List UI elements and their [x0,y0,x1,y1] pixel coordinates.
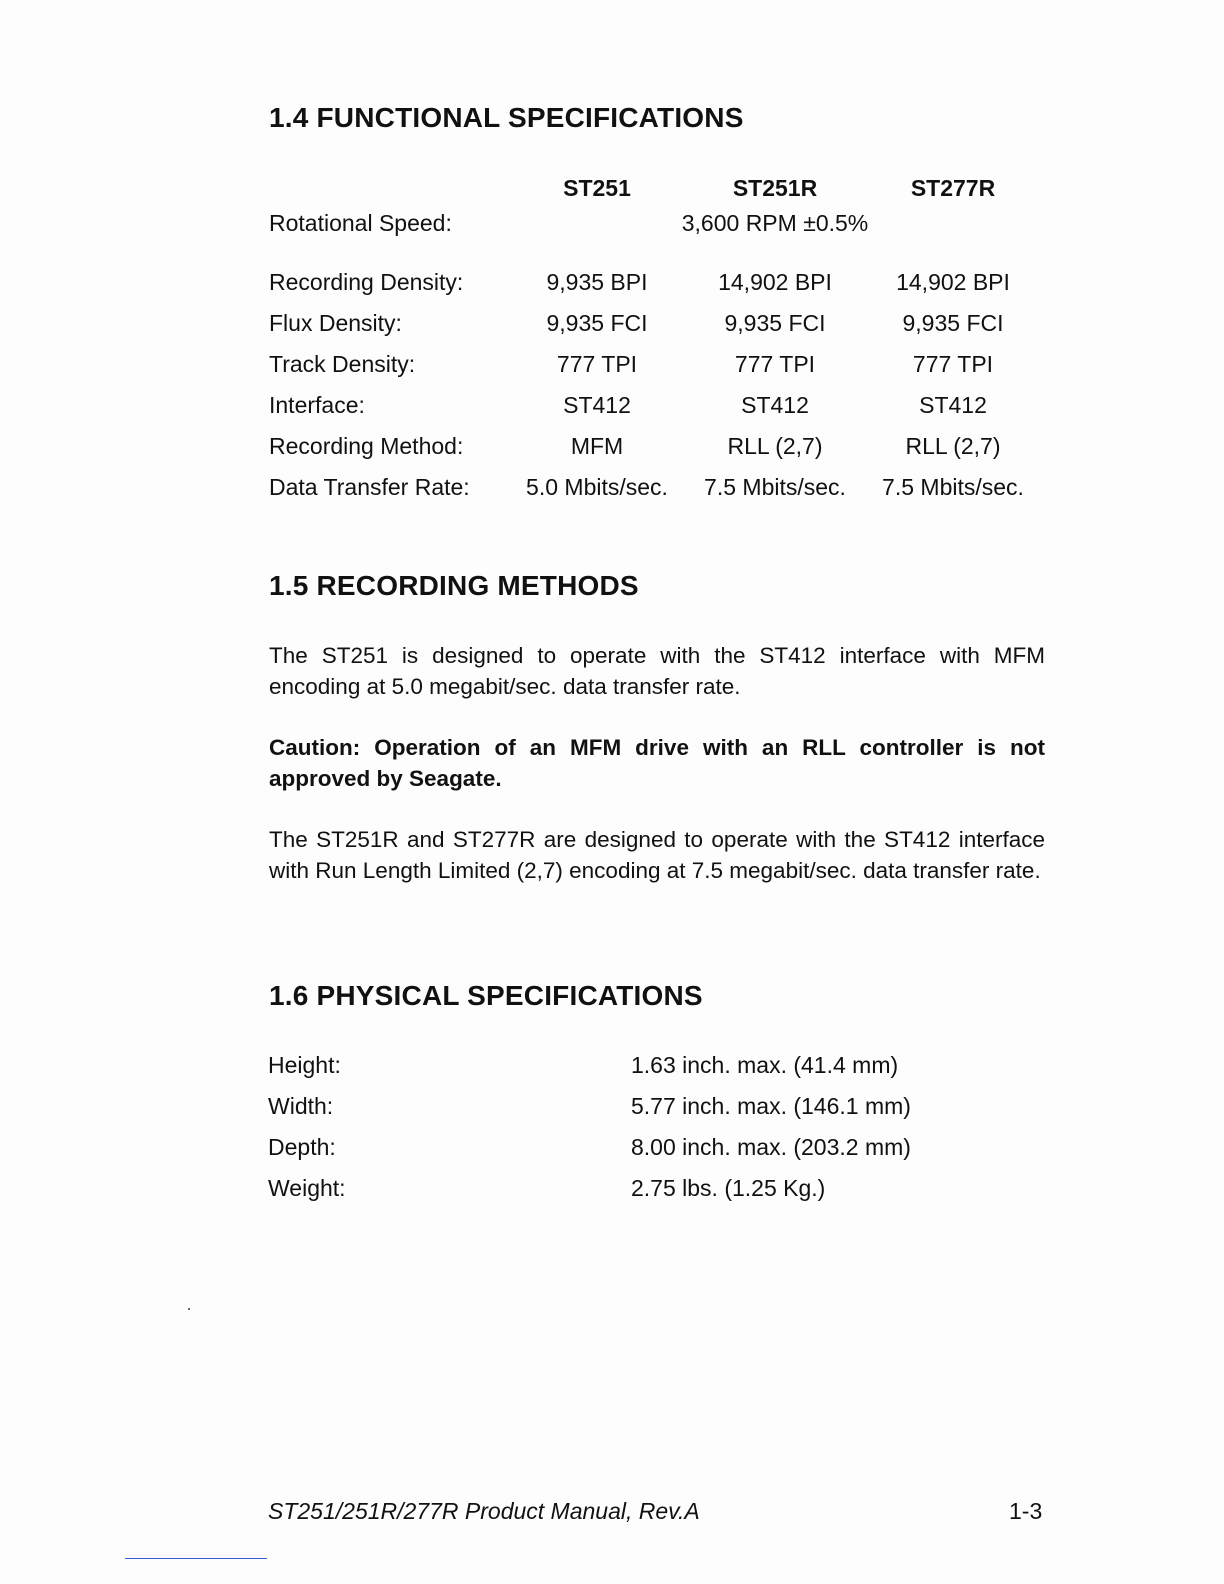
column-header-st251: ST251 [563,174,631,201]
row-value: 5.77 inch. max. (146.1 mm) [631,1093,911,1119]
rotational-speed-row [269,208,1036,262]
caution-paragraph: Caution: Operation of an MFM drive with an RLL controller is not approved by Seagate. [269,735,1045,791]
cell-st277r: 14,902 BPI [896,269,1010,295]
cell-st251: MFM [570,433,624,459]
row-label: Flux Density: [269,310,402,336]
table-row [268,1127,911,1168]
bottom-rule [125,1558,267,1559]
cell-st251r: 9,935 FCI [724,310,826,336]
row-value: 1.63 inch. max. (41.4 mm) [631,1052,899,1078]
cell-st251r: 7.5 Mbits/sec. [704,474,846,500]
physical-specs-heading: 1.6 PHYSICAL SPECIFICATIONS [269,980,703,1011]
table-row [269,385,1036,426]
functional-specs-table [269,168,1036,508]
rotational-speed-label: Rotational Speed: [269,210,452,236]
table-row [269,344,1036,385]
row-label: Interface: [269,392,365,418]
table-row [268,1168,911,1209]
cell-st251r: 777 TPI [734,351,816,377]
table-row [269,426,1036,467]
column-header-st251r: ST251R [732,174,818,201]
rotational-speed-value: 3,600 RPM ±0.5% [681,210,869,236]
row-label: Data Transfer Rate: [269,474,470,500]
scan-speck [188,1308,190,1310]
table-row [269,303,1036,344]
table-row [269,467,1036,508]
row-label: Height: [268,1052,341,1078]
functional-specs-heading: 1.4 FUNCTIONAL SPECIFICATIONS [269,102,744,133]
footer-page-number: 1-3 [1009,1498,1043,1524]
physical-specs-table [268,1045,911,1209]
table-row [268,1045,911,1086]
cell-st251: 5.0 Mbits/sec. [526,474,668,500]
row-label: Recording Density: [269,269,464,295]
row-label: Depth: [268,1134,336,1160]
table-row [269,262,1036,303]
cell-st277r: 7.5 Mbits/sec. [882,474,1024,500]
cell-st277r: 777 TPI [912,351,994,377]
footer-manual-title: ST251/251R/277R Product Manual, Rev.A [268,1498,700,1524]
recording-methods-heading: 1.5 RECORDING METHODS [269,570,639,601]
cell-st277r: 9,935 FCI [902,310,1004,336]
row-label: Width: [268,1093,334,1119]
cell-st251r: 14,902 BPI [718,269,832,295]
cell-st277r: ST412 [919,392,987,418]
recording-paragraph-st251r-st277r: The ST251R and ST277R are designed to operate with the ST412 interface with Run Length Limited (2,7) encoding at 7.5 megabit/sec. data transfer rate. [269,827,1045,883]
recording-paragraph-st251: The ST251 is designed to operate with the ST412 interface with MFM encoding at 5.0 megabit/sec. data transfer rate. [269,643,1045,699]
row-label: Track Density: [269,351,416,377]
row-value: 8.00 inch. max. (203.2 mm) [631,1134,911,1160]
cell-st251: ST412 [563,392,631,418]
cell-st251: 9,935 FCI [546,310,648,336]
cell-st251: 9,935 BPI [546,269,648,295]
row-label: Weight: [268,1175,346,1201]
cell-st251: 777 TPI [556,351,638,377]
column-header-st277r: ST277R [910,174,996,201]
cell-st277r: RLL (2,7) [905,433,1001,459]
table-row [268,1086,911,1127]
row-label: Recording Method: [269,433,464,459]
cell-st251r: RLL (2,7) [727,433,823,459]
row-value: 2.75 lbs. (1.25 Kg.) [631,1175,826,1201]
table-header-row [269,168,1036,208]
cell-st251r: ST412 [741,392,809,418]
